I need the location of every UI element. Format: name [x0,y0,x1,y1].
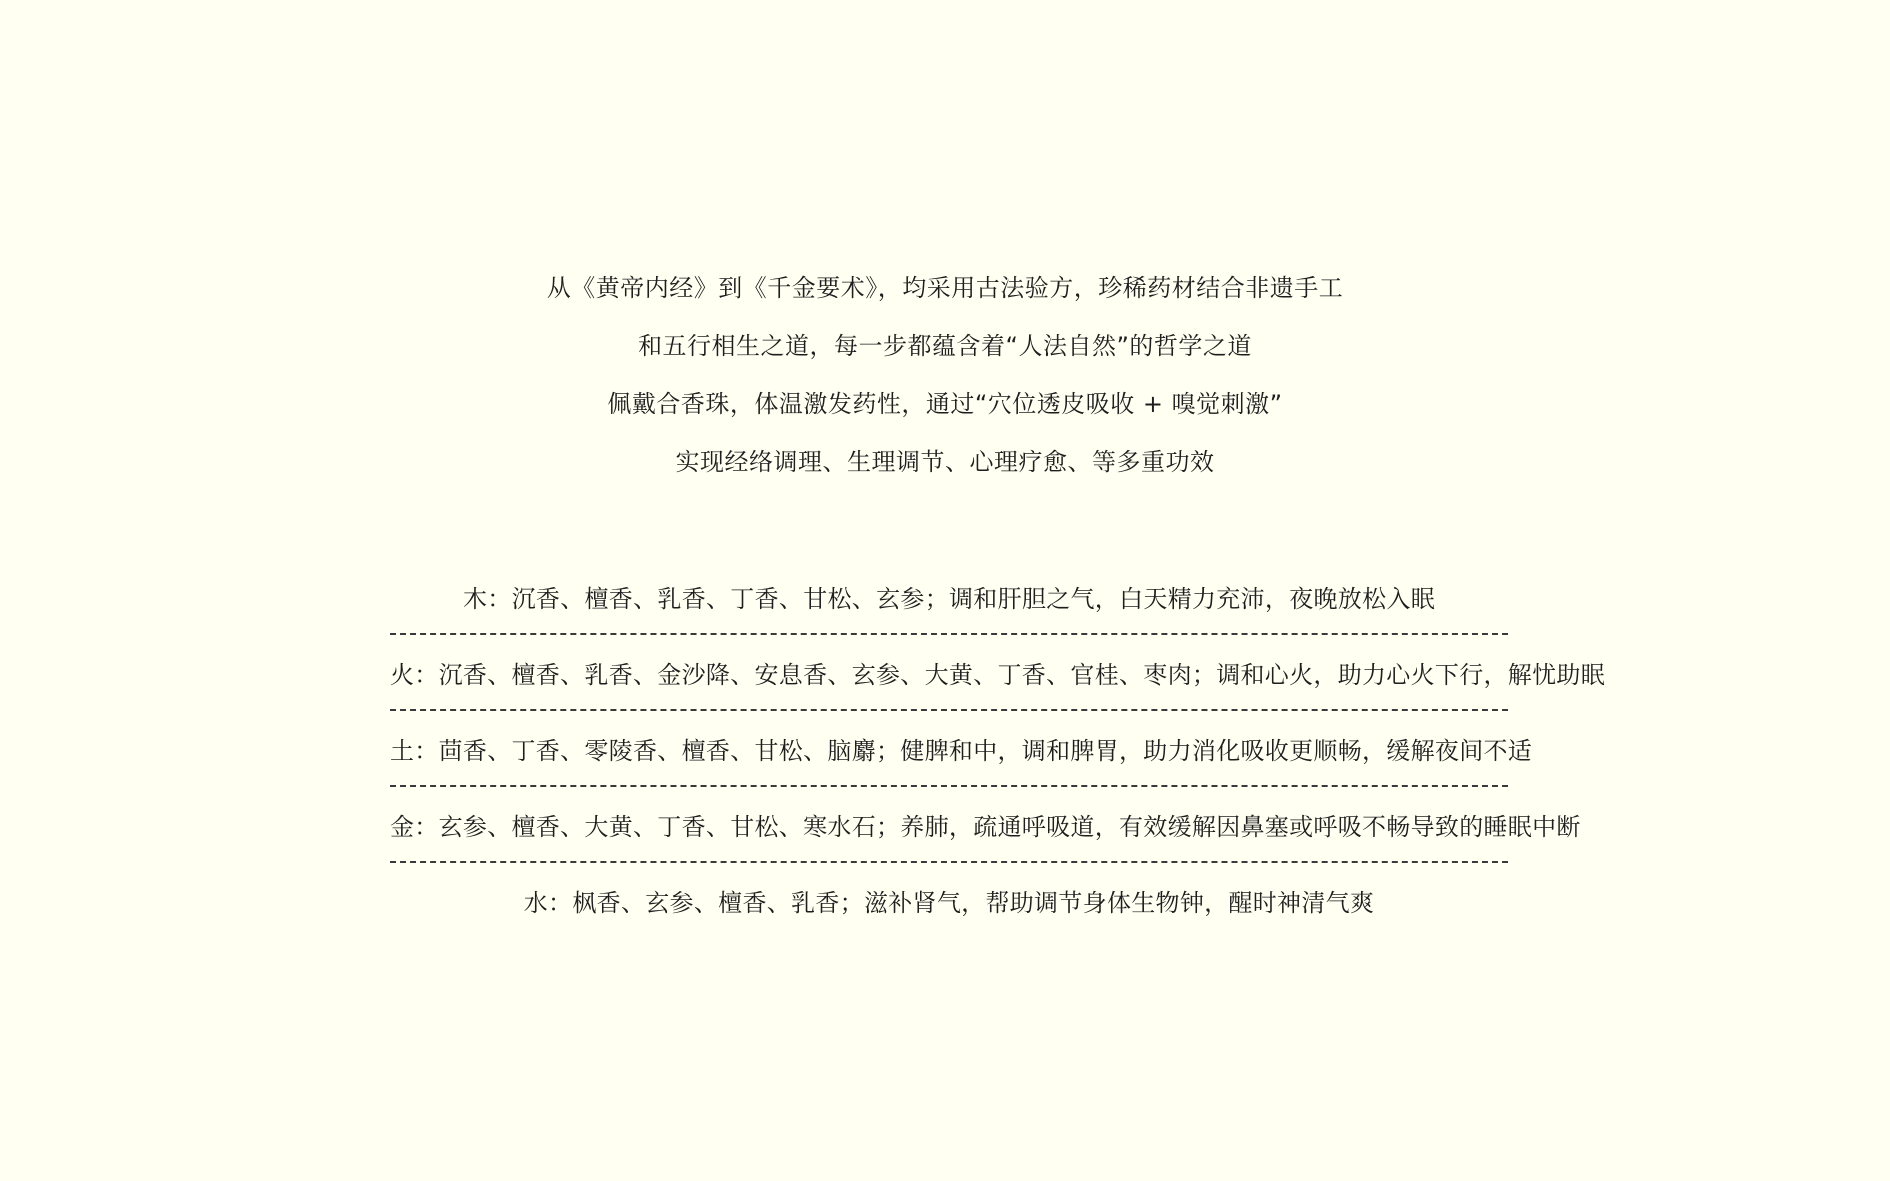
dashed-divider [390,697,1508,730]
intro-text [0,268,1890,500]
dashed-divider [390,773,1508,806]
intro-line: 和五行相生之道，每一步都蕴含着“人法自然”的哲学之道 [638,332,1252,360]
element-wood-row: 木：沉香、檀香、乳香、丁香、甘松、玄参；调和肝胆之气，白天精力充沛，夜晚放松入眠 [463,585,1435,613]
element-fire-row: 火：沉香、檀香、乳香、金沙降、安息香、玄参、大黄、丁香、官桂、枣肉；调和心火，助力心火下行，解忧助眠 [390,661,1605,689]
intro-line: 佩戴合香珠，体温激发药性，通过“穴位透皮吸收 + 嗅觉刺激” [607,390,1283,418]
intro-line: 从《黄帝内经》到《千金要术》，均采用古法验方，珍稀药材结合非遗手工 [546,274,1344,302]
dashed-divider [390,849,1508,882]
element-water-row: 水：枫香、玄参、檀香、乳香；滋补肾气，帮助调节身体生物钟，醒时神清气爽 [523,889,1375,917]
intro-line: 实现经络调理、生理调节、心理疗愈、等多重功效 [675,448,1215,476]
dashed-divider [390,621,1508,654]
element-metal-row: 金：玄参、檀香、大黄、丁香、甘松、寒水石；养肺，疏通呼吸道，有效缓解因鼻塞或呼吸不畅导致的睡眠中断 [390,813,1581,841]
five-elements-list [390,578,1605,925]
element-earth-row: 土：茴香、丁香、零陵香、檀香、甘松、脑麝；健脾和中，调和脾胃，助力消化吸收更顺畅，缓解夜间不适 [390,737,1533,765]
